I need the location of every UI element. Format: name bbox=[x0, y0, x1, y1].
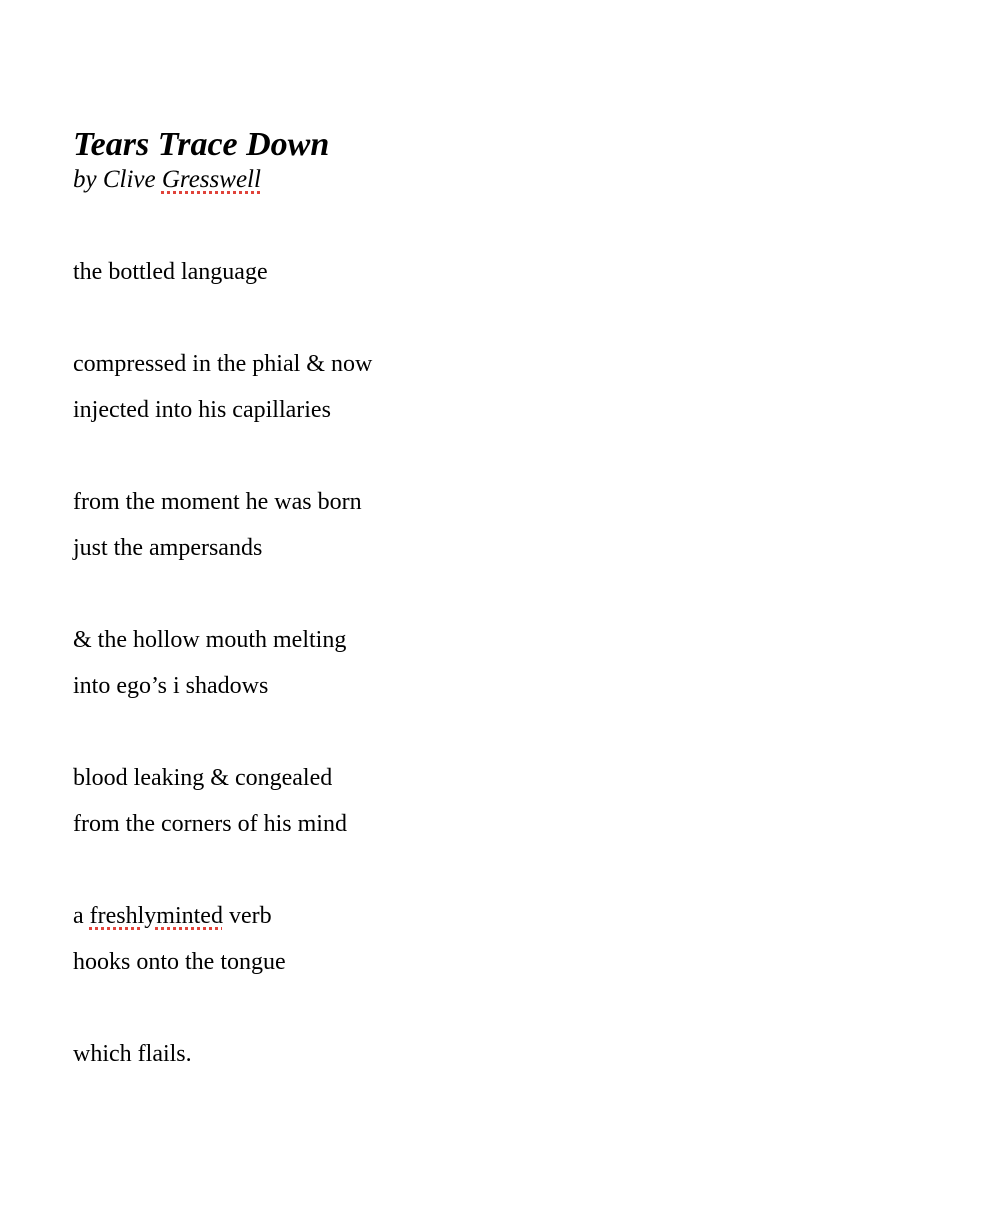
poem-line: just the ampersands bbox=[73, 535, 263, 561]
poem-line: compressed in the phial & now bbox=[73, 351, 373, 377]
poem-line bbox=[73, 900, 272, 932]
poem-line: from the corners of his mind bbox=[73, 811, 347, 837]
line-text-before: a bbox=[73, 903, 90, 929]
poem-line: into ego’s i shadows bbox=[73, 673, 269, 699]
poem-line: from the moment he was born bbox=[73, 489, 362, 515]
poem-line: the bottled language bbox=[73, 259, 268, 285]
poem-line: blood leaking & congealed bbox=[73, 765, 333, 791]
poem-byline bbox=[73, 164, 261, 196]
poem-line: hooks onto the tongue bbox=[73, 949, 286, 975]
byline-author-surname: Gresswell bbox=[161, 166, 261, 193]
poem-line: which flails. bbox=[73, 1041, 192, 1067]
poem-line: injected into his capillaries bbox=[73, 397, 331, 423]
poem-title: Tears Trace Down bbox=[73, 126, 330, 163]
misspelled-word: freshlyminted bbox=[89, 903, 223, 929]
byline-prefix: by Clive bbox=[73, 166, 162, 193]
poem-line: & the hollow mouth melting bbox=[73, 627, 347, 653]
line-text-after: verb bbox=[222, 903, 272, 929]
